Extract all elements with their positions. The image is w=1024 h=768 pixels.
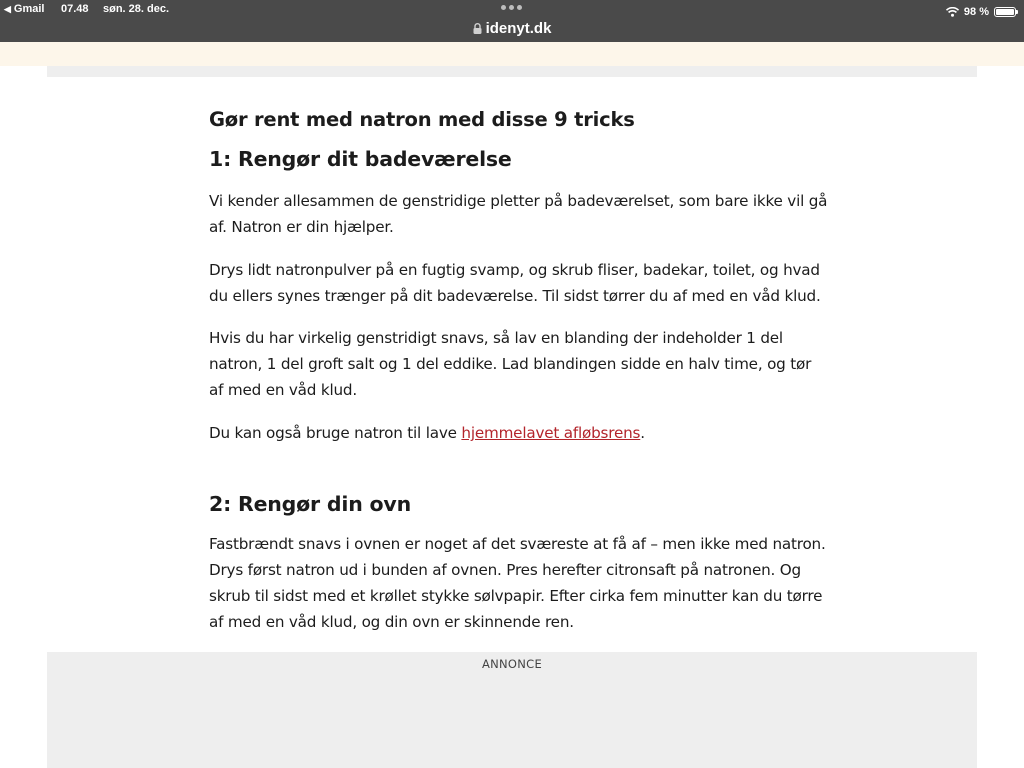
back-to-app-button[interactable] (4, 2, 45, 16)
url-bar[interactable] (0, 18, 1024, 41)
paragraph: Hvis du har virkelig genstridigt snavs, så lav en blanding der indeholder 1 del natron, 1 del groft salt og 1 del eddike. Lad blandingen sidde en halv time, og tør af med en våd klud. (209, 329, 812, 399)
back-triangle-icon: ◀ (4, 4, 11, 14)
clock: 07.48 (61, 3, 89, 15)
paragraph: Vi kender allesammen de genstridige pletter på badeværelset, som bare ikke vil gå af. Natron er din hjælper. (209, 192, 828, 236)
date: søn. 28. dec. (103, 3, 170, 15)
back-app-label: Gmail (13, 3, 45, 15)
top-divider (47, 66, 977, 77)
header-band (0, 42, 1024, 66)
link-paragraph-end: . (640, 424, 645, 442)
paragraph: Drys lidt natronpulver på en fugtig svamp, og skrub fliser, badekar, toilet, og hvad du ellers synes trænger på dit badeværelse. Til sidst tørrer du af med en våd klud. (209, 261, 821, 305)
battery-icon (994, 7, 1018, 17)
status-bar (0, 0, 1024, 42)
article-body (209, 106, 829, 635)
ad-slot (47, 652, 977, 768)
drain-cleaner-link[interactable]: hjemmelavet afløbsrens (461, 424, 641, 442)
ad-label: ANNONCE (481, 657, 543, 671)
battery-percent: 98 % (963, 5, 989, 18)
article-title: Gør rent med natron med disse 9 tricks (209, 108, 635, 131)
link-paragraph-text: Du kan også bruge natron til lave (209, 424, 462, 442)
url-domain: idenyt.dk (485, 20, 552, 37)
paragraph: Fastbrændt snavs i ovnen er noget af det sværeste at få af – men ikke med natron. Drys først natron ud i bunden af ovnen. Pres herefter citronsaft på natronen. Og skrub til sidst med et krøllet stykke sølvpapir. Efter cirka fem minutter kan du tørre af med en våd klud, og din ovn er skinnende ren. (209, 535, 826, 631)
section-heading-2: 2: Rengør din ovn (209, 492, 411, 516)
paragraph-with-link (209, 420, 829, 446)
lock-icon (473, 19, 482, 41)
multitasking-dots-icon[interactable] (501, 5, 522, 10)
section-heading-1: 1: Rengør dit badeværelse (209, 147, 512, 171)
